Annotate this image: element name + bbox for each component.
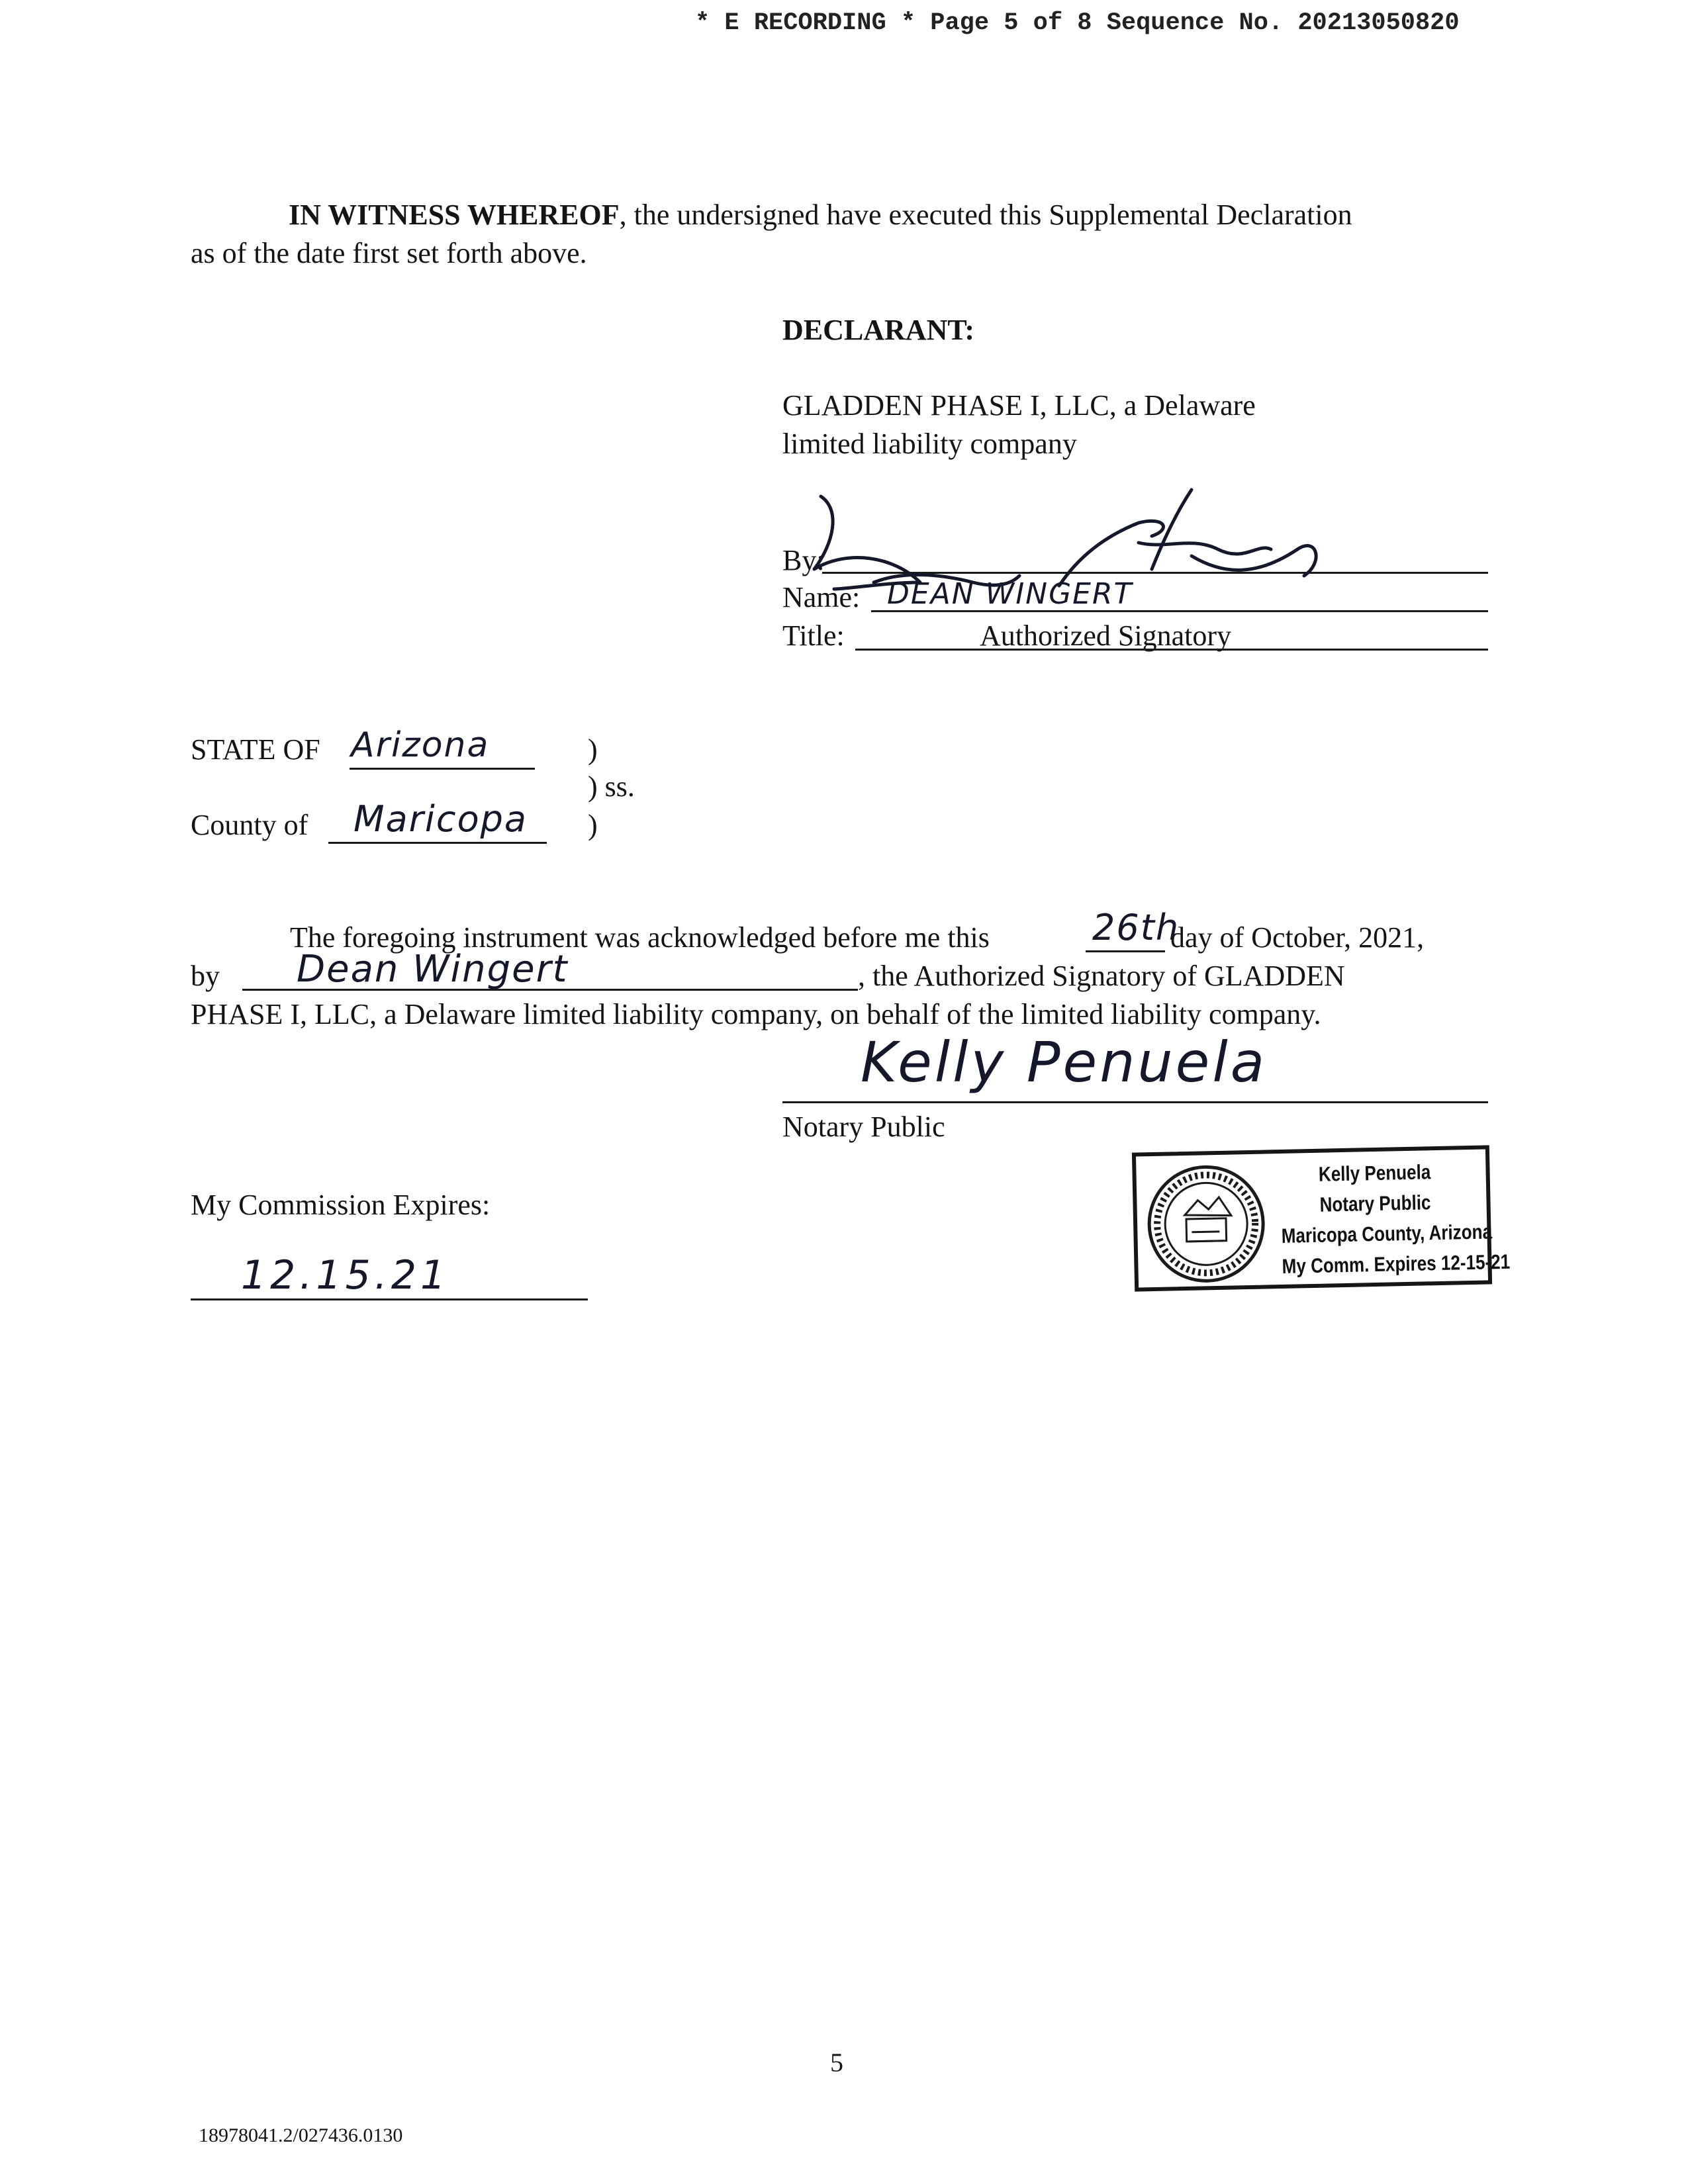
ack-line2-post: , the Authorized Signatory of GLADDEN: [858, 960, 1345, 992]
stamp-text: [1280, 1156, 1511, 1282]
notary-signature: Kelly Penuela: [861, 1030, 1268, 1095]
ack-signer-line: [242, 989, 858, 991]
title-value: Authorized Signatory: [980, 619, 1232, 652]
title-line: [855, 649, 1488, 651]
recording-header: * E RECORDING * Page 5 of 8 Sequence No. 20213050820: [695, 9, 1460, 37]
state-line: [350, 768, 535, 770]
declarant-heading: DECLARANT:: [782, 314, 975, 346]
company-name: GLADDEN PHASE I, LLC, a Delaware: [782, 389, 1256, 422]
doc-id: 18978041.2/027436.0130: [199, 2124, 403, 2146]
ss-label: ) ss.: [588, 770, 635, 803]
witness-line2: as of the date first set forth above.: [191, 237, 587, 269]
stamp-county: Maricopa County, Arizona: [1281, 1220, 1493, 1248]
ack-by-label: by: [191, 960, 220, 992]
notary-signature-line: [782, 1101, 1488, 1103]
ack-line1-post: day of October, 2021,: [1170, 921, 1425, 954]
commission-line: [191, 1298, 588, 1300]
ack-line3: PHASE I, LLC, a Delaware limited liability company, on behalf of the limited liability company.: [191, 998, 1321, 1030]
county-value: Maricopa: [353, 798, 528, 840]
name-value: DEAN WINGERT: [887, 577, 1133, 611]
county-line: [328, 842, 547, 844]
by-label: By:: [782, 544, 825, 576]
stamp-title: Notary Public: [1319, 1191, 1431, 1216]
county-paren: ): [588, 809, 598, 841]
ack-day-value: 26th: [1092, 907, 1180, 948]
state-paren: ): [588, 733, 598, 766]
county-label: County of: [191, 809, 308, 841]
witness-paragraph: [191, 196, 1488, 273]
witness-line1: , the undersigned have executed this Supplemental Declaration: [619, 199, 1352, 231]
ack-signer-value: Dean Wingert: [297, 948, 569, 991]
ack-day-line: [1086, 950, 1165, 952]
stamp-name: Kelly Penuela: [1318, 1160, 1431, 1186]
state-seal-icon: [1144, 1161, 1268, 1286]
name-label: Name:: [782, 581, 861, 614]
state-value: Arizona: [351, 725, 490, 765]
stamp-expires: My Comm. Expires 12-15-21: [1282, 1250, 1511, 1278]
page-number: 5: [830, 2048, 843, 2077]
state-label: STATE OF: [191, 733, 320, 766]
commission-value: 12.15.21: [241, 1252, 450, 1298]
ack-line1-pre: The foregoing instrument was acknowledged before me this: [290, 921, 990, 954]
commission-label: My Commission Expires:: [191, 1189, 491, 1221]
name-line: [871, 610, 1488, 612]
notary-label: Notary Public: [782, 1111, 945, 1143]
notary-stamp: [1132, 1145, 1511, 1291]
title-label: Title:: [782, 619, 845, 652]
company-type: limited liability company: [782, 428, 1077, 460]
witness-lead: IN WITNESS WHEREOF: [289, 199, 620, 231]
